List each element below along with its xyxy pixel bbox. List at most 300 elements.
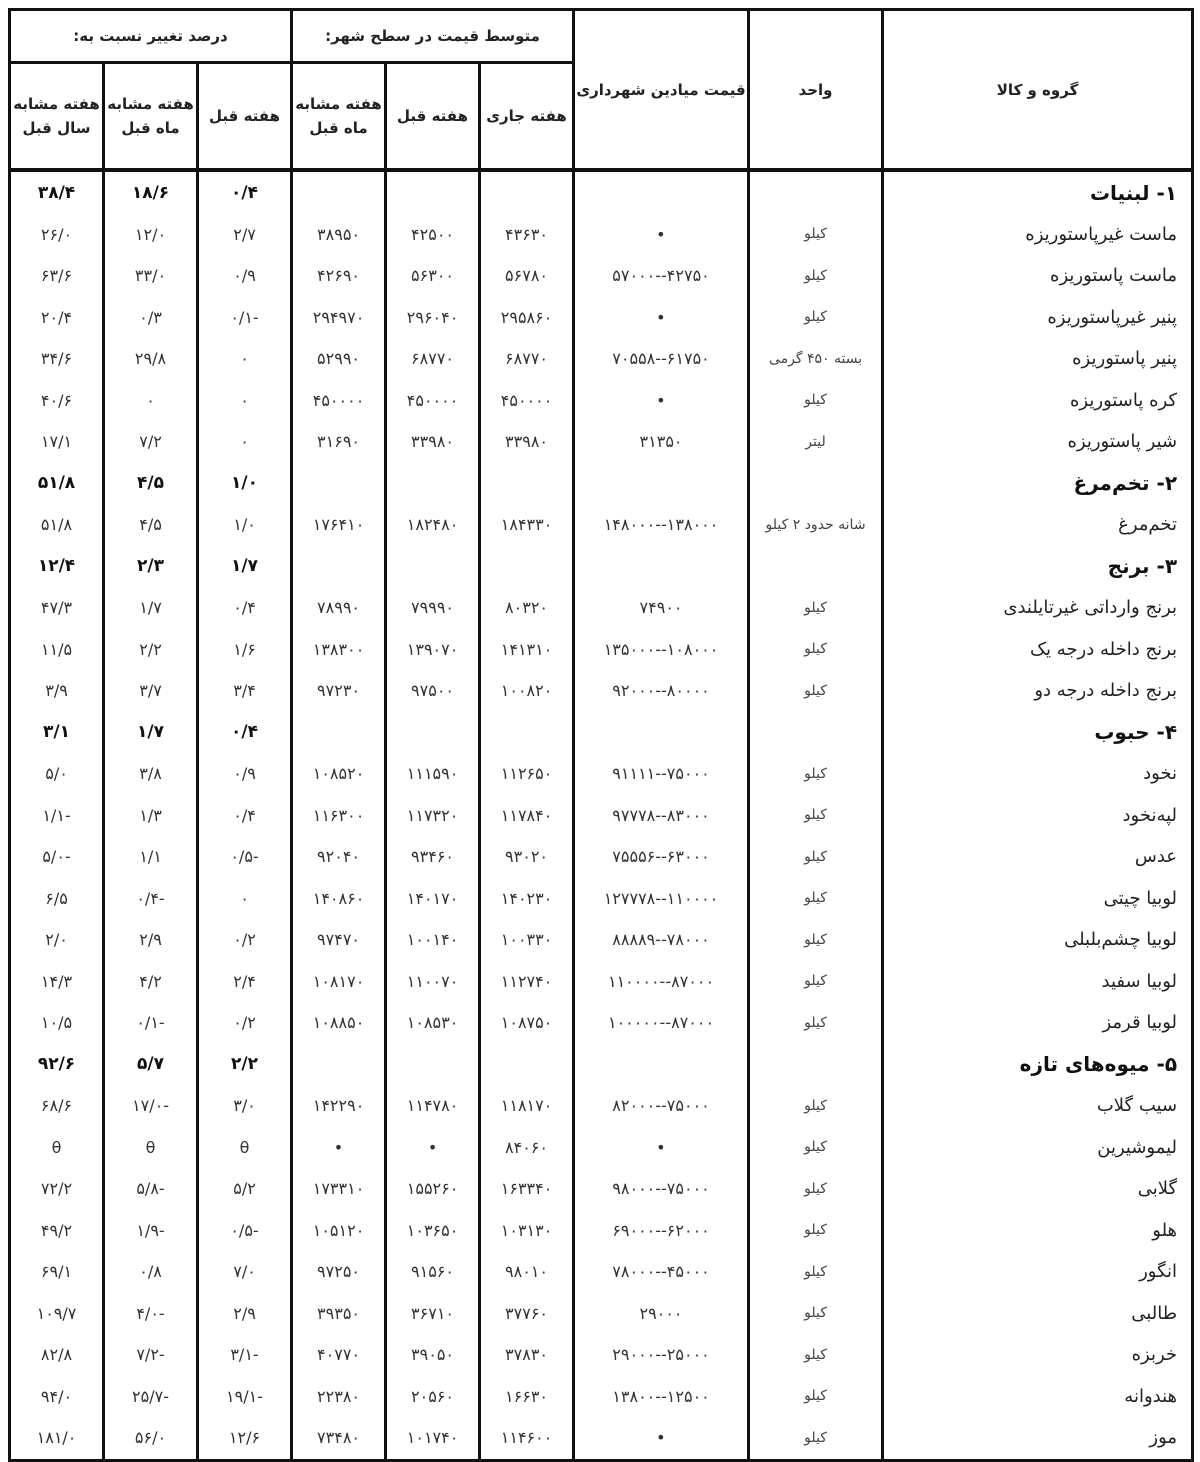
change-vs-month: ۰/۸: [104, 1251, 198, 1293]
current-week-price: [480, 1044, 574, 1086]
market-price-cell: •: [574, 214, 749, 256]
change-vs-month: θ: [104, 1127, 198, 1169]
previous-week-price: ۴۵۰۰۰۰: [386, 380, 480, 422]
last-month-price: ۹۷۴۷۰: [292, 919, 386, 961]
unit-cell: کیلو: [749, 1251, 883, 1293]
change-vs-week: θ: [198, 1127, 292, 1169]
unit-cell: کیلو: [749, 1293, 883, 1335]
header-market-price: قیمت میادین شهرداری: [574, 10, 749, 171]
unit-cell: کیلو: [749, 1127, 883, 1169]
change-vs-month: -۱۷/۰: [104, 1085, 198, 1127]
market-price-cell: ۱۳۸۰۰۰--۱۴۸۰۰۰: [574, 504, 749, 546]
change-vs-year: ۳۸/۴: [10, 170, 104, 214]
current-week-price: [480, 712, 574, 754]
change-vs-year: ۷۲/۲: [10, 1168, 104, 1210]
change-vs-year: ۶۸/۶: [10, 1085, 104, 1127]
current-week-price: [480, 546, 574, 588]
table-row: [10, 297, 1193, 339]
market-price-cell: [574, 712, 749, 754]
last-month-price: ۱۰۸۱۷۰: [292, 961, 386, 1003]
change-vs-month: ۷/۲: [104, 421, 198, 463]
table-row: [10, 1293, 1193, 1335]
change-vs-week: ۱/۰: [198, 504, 292, 546]
change-vs-year: ۳۴/۶: [10, 338, 104, 380]
item-name: پنیر پاستوریزه: [883, 338, 1193, 380]
change-vs-week: ۳/۴: [198, 670, 292, 712]
unit-cell: کیلو: [749, 1002, 883, 1044]
change-vs-month: ۱/۳: [104, 795, 198, 837]
current-week-price: ۱۰۸۷۵۰: [480, 1002, 574, 1044]
previous-week-price: •: [386, 1127, 480, 1169]
previous-week-price: ۲۰۵۶۰: [386, 1376, 480, 1418]
market-price-cell: ۱۰۸۰۰۰--۱۳۵۰۰۰: [574, 629, 749, 671]
change-vs-week: ۰: [198, 878, 292, 920]
previous-week-price: [386, 712, 480, 754]
last-month-price: ۱۴۲۲۹۰: [292, 1085, 386, 1127]
unit-cell: لیتر: [749, 421, 883, 463]
table-row: [10, 1251, 1193, 1293]
table-row: [10, 421, 1193, 463]
market-price-cell: ۲۹۰۰۰: [574, 1293, 749, 1335]
current-week-price: ۱۶۶۳۰: [480, 1376, 574, 1418]
unit-cell: کیلو: [749, 919, 883, 961]
unit-cell: کیلو: [749, 587, 883, 629]
header-previous-week: هفته قبل: [386, 63, 480, 171]
change-vs-week: ۳/۰: [198, 1085, 292, 1127]
current-week-price: ۳۷۸۳۰: [480, 1334, 574, 1376]
last-month-price: ۳۹۳۵۰: [292, 1293, 386, 1335]
last-month-price: •: [292, 1127, 386, 1169]
change-vs-year: -۱/۱: [10, 795, 104, 837]
last-month-price: ۱۳۸۳۰۰: [292, 629, 386, 671]
previous-week-price: ۱۱۴۷۸۰: [386, 1085, 480, 1127]
header-unit: واحد: [749, 10, 883, 171]
market-price-cell: ۷۴۹۰۰: [574, 587, 749, 629]
change-vs-week: ۰: [198, 421, 292, 463]
change-vs-week: ۲/۴: [198, 961, 292, 1003]
change-vs-week: ۱/۶: [198, 629, 292, 671]
header-group-item: گروه و کالا: [883, 10, 1193, 171]
unit-cell: کیلو: [749, 670, 883, 712]
change-vs-week: ۱/۰: [198, 463, 292, 505]
market-price-cell: ۶۱۷۵۰--۷۰۵۵۸: [574, 338, 749, 380]
change-vs-month: ۱/۷: [104, 712, 198, 754]
unit-cell: کیلو: [749, 1085, 883, 1127]
change-vs-week: ۱۲/۶: [198, 1417, 292, 1460]
change-vs-year: ۵/۰: [10, 753, 104, 795]
change-vs-week: ۲/۲: [198, 1044, 292, 1086]
item-name: ماست غیرپاستوریزه: [883, 214, 1193, 256]
market-price-cell: ۱۱۰۰۰۰--۱۲۷۷۷۸: [574, 878, 749, 920]
table-row: [10, 795, 1193, 837]
unit-cell: کیلو: [749, 1376, 883, 1418]
current-week-price: ۴۵۰۰۰۰: [480, 380, 574, 422]
change-vs-year: ۹۲/۶: [10, 1044, 104, 1086]
change-vs-week: ۰/۲: [198, 1002, 292, 1044]
unit-cell: [749, 712, 883, 754]
unit-cell: کیلو: [749, 795, 883, 837]
change-vs-month: ۲/۲: [104, 629, 198, 671]
last-month-price: ۹۷۲۵۰: [292, 1251, 386, 1293]
current-week-price: ۶۸۷۷۰: [480, 338, 574, 380]
last-month-price: ۱۷۳۳۱۰: [292, 1168, 386, 1210]
item-name: برنج داخله درجه دو: [883, 670, 1193, 712]
previous-week-price: [386, 546, 480, 588]
unit-cell: کیلو: [749, 1417, 883, 1460]
change-vs-month: -۷/۲: [104, 1334, 198, 1376]
unit-cell: [749, 170, 883, 214]
change-vs-year: ۸۲/۸: [10, 1334, 104, 1376]
header-current-week: هفته جاری: [480, 63, 574, 171]
current-week-price: ۱۴۱۳۱۰: [480, 629, 574, 671]
market-price-cell: ۲۵۰۰۰--۲۹۰۰۰: [574, 1334, 749, 1376]
group-row: [10, 463, 1193, 505]
item-name: هندوانه: [883, 1376, 1193, 1418]
unit-cell: کیلو: [749, 629, 883, 671]
unit-cell: کیلو: [749, 297, 883, 339]
table-row: [10, 504, 1193, 546]
header-same-week-last-month: هفته مشابه ماه قبل: [292, 63, 386, 171]
unit-cell: کیلو: [749, 836, 883, 878]
change-vs-year: ۵۱/۸: [10, 504, 104, 546]
previous-week-price: [386, 170, 480, 214]
table-row: [10, 1334, 1193, 1376]
item-name: لوبیا چیتی: [883, 878, 1193, 920]
table-row: [10, 629, 1193, 671]
last-month-price: ۴۵۰۰۰۰: [292, 380, 386, 422]
previous-week-price: ۱۴۰۱۷۰: [386, 878, 480, 920]
change-vs-week: ۱/۷: [198, 546, 292, 588]
change-vs-week: ۰/۴: [198, 170, 292, 214]
last-month-price: ۱۴۰۸۶۰: [292, 878, 386, 920]
item-name: تخم‌مرغ: [883, 504, 1193, 546]
change-vs-year: ۲۰/۴: [10, 297, 104, 339]
table-row: [10, 1417, 1193, 1460]
item-name: عدس: [883, 836, 1193, 878]
market-price-cell: ۴۲۷۵۰--۵۷۰۰۰: [574, 255, 749, 297]
current-week-price: [480, 463, 574, 505]
market-price-cell: ۷۵۰۰۰--۸۲۰۰۰: [574, 1085, 749, 1127]
previous-week-price: ۱۵۵۲۶۰: [386, 1168, 480, 1210]
change-vs-month: ۵/۷: [104, 1044, 198, 1086]
previous-week-price: ۱۱۱۵۹۰: [386, 753, 480, 795]
unit-cell: کیلو: [749, 753, 883, 795]
item-name: لیموشیرین: [883, 1127, 1193, 1169]
change-vs-week: ۰/۲: [198, 919, 292, 961]
unit-cell: [749, 546, 883, 588]
current-week-price: ۸۰۳۲۰: [480, 587, 574, 629]
group-row: [10, 170, 1193, 214]
market-price-cell: [574, 170, 749, 214]
change-vs-year: ۶۹/۱: [10, 1251, 104, 1293]
item-name: ۱- لبنیات: [883, 170, 1193, 214]
unit-cell: شانه حدود ۲ کیلو: [749, 504, 883, 546]
market-price-cell: ۸۷۰۰۰--۱۰۰۰۰۰: [574, 1002, 749, 1044]
change-vs-month: -۰/۴: [104, 878, 198, 920]
unit-cell: کیلو: [749, 1334, 883, 1376]
change-vs-year: ۲۶/۰: [10, 214, 104, 256]
market-price-cell: [574, 1044, 749, 1086]
table-row: [10, 1168, 1193, 1210]
last-month-price: ۳۸۹۵۰: [292, 214, 386, 256]
previous-week-price: ۳۹۰۵۰: [386, 1334, 480, 1376]
header-change-group: درصد تغییر نسبت به:: [10, 10, 292, 63]
item-name: برنج وارداتی غیرتایلندی: [883, 587, 1193, 629]
last-month-price: ۴۰۷۷۰: [292, 1334, 386, 1376]
change-vs-week: ۲/۷: [198, 214, 292, 256]
change-vs-month: ۰: [104, 380, 198, 422]
header-change-last-month: هفته مشابه ماه قبل: [104, 63, 198, 171]
market-price-cell: •: [574, 297, 749, 339]
change-vs-year: θ: [10, 1127, 104, 1169]
change-vs-year: ۳/۹: [10, 670, 104, 712]
change-vs-year: ۱۴/۳: [10, 961, 104, 1003]
previous-week-price: ۲۹۶۰۴۰: [386, 297, 480, 339]
market-price-cell: •: [574, 1127, 749, 1169]
last-month-price: ۳۱۶۹۰: [292, 421, 386, 463]
market-price-cell: ۶۳۰۰۰--۷۵۵۵۶: [574, 836, 749, 878]
item-name: ۵- میوه‌های تازه: [883, 1044, 1193, 1086]
last-month-price: [292, 170, 386, 214]
current-week-price: ۱۱۸۱۷۰: [480, 1085, 574, 1127]
table-row: [10, 961, 1193, 1003]
table-row: [10, 919, 1193, 961]
table-row: [10, 338, 1193, 380]
market-price-cell: [574, 463, 749, 505]
group-row: [10, 546, 1193, 588]
change-vs-week: -۱۹/۱: [198, 1376, 292, 1418]
last-month-price: ۲۹۴۹۷۰: [292, 297, 386, 339]
item-name: لپه‌نخود: [883, 795, 1193, 837]
table-row: [10, 214, 1193, 256]
current-week-price: ۹۸۰۱۰: [480, 1251, 574, 1293]
last-month-price: ۵۲۹۹۰: [292, 338, 386, 380]
change-vs-year: ۱۸۱/۰: [10, 1417, 104, 1460]
market-price-cell: ۸۰۰۰۰--۹۲۰۰۰: [574, 670, 749, 712]
change-vs-week: ۰/۹: [198, 255, 292, 297]
last-month-price: ۱۰۸۵۲۰: [292, 753, 386, 795]
item-name: کره پاستوریزه: [883, 380, 1193, 422]
table-row: [10, 836, 1193, 878]
current-week-price: ۱۱۴۶۰۰: [480, 1417, 574, 1460]
previous-week-price: ۱۱۰۰۷۰: [386, 961, 480, 1003]
item-name: نخود: [883, 753, 1193, 795]
market-price-cell: ۶۲۰۰۰--۶۹۰۰۰: [574, 1210, 749, 1252]
last-month-price: [292, 463, 386, 505]
change-vs-month: ۲/۳: [104, 546, 198, 588]
change-vs-month: ۱۲/۰: [104, 214, 198, 256]
unit-cell: کیلو: [749, 380, 883, 422]
unit-cell: [749, 1044, 883, 1086]
change-vs-year: ۴۹/۲: [10, 1210, 104, 1252]
market-price-cell: [574, 546, 749, 588]
item-name: طالبی: [883, 1293, 1193, 1335]
current-week-price: ۱۴۰۲۳۰: [480, 878, 574, 920]
change-vs-month: ۲/۹: [104, 919, 198, 961]
last-month-price: ۱۱۶۳۰۰: [292, 795, 386, 837]
header-change-last-year: هفته مشابه سال قبل: [10, 63, 104, 171]
current-week-price: ۹۳۰۲۰: [480, 836, 574, 878]
previous-week-price: ۱۸۲۴۸۰: [386, 504, 480, 546]
change-vs-year: ۴۰/۶: [10, 380, 104, 422]
previous-week-price: ۳۶۷۱۰: [386, 1293, 480, 1335]
current-week-price: ۱۰۰۳۳۰: [480, 919, 574, 961]
header-avg-price-group: متوسط قیمت در سطح شهر:: [292, 10, 574, 63]
change-vs-week: ۰/۹: [198, 753, 292, 795]
table-row: [10, 255, 1193, 297]
table-row: [10, 1085, 1193, 1127]
change-vs-year: ۴۷/۳: [10, 587, 104, 629]
header-change-previous-week: هفته قبل: [198, 63, 292, 171]
current-week-price: ۲۹۵۸۶۰: [480, 297, 574, 339]
table-row: [10, 1376, 1193, 1418]
last-month-price: ۹۲۰۴۰: [292, 836, 386, 878]
market-price-cell: ۷۵۰۰۰--۹۱۱۱۱: [574, 753, 749, 795]
group-row: [10, 712, 1193, 754]
price-table-container: [8, 8, 1193, 1462]
change-vs-year: ۱۰۹/۷: [10, 1293, 104, 1335]
previous-week-price: ۱۰۸۵۳۰: [386, 1002, 480, 1044]
previous-week-price: ۹۱۵۶۰: [386, 1251, 480, 1293]
current-week-price: ۱۰۳۱۳۰: [480, 1210, 574, 1252]
item-name: هلو: [883, 1210, 1193, 1252]
current-week-price: ۴۳۶۳۰: [480, 214, 574, 256]
item-name: گلابی: [883, 1168, 1193, 1210]
unit-cell: کیلو: [749, 1210, 883, 1252]
change-vs-year: ۶۳/۶: [10, 255, 104, 297]
table-row: [10, 878, 1193, 920]
last-month-price: ۱۰۸۸۵۰: [292, 1002, 386, 1044]
item-name: پنیر غیرپاستوریزه: [883, 297, 1193, 339]
item-name: موز: [883, 1417, 1193, 1460]
previous-week-price: ۱۰۰۱۴۰: [386, 919, 480, 961]
change-vs-year: ۹۴/۰: [10, 1376, 104, 1418]
change-vs-year: -۵/۰: [10, 836, 104, 878]
item-name: ۲- تخم‌مرغ: [883, 463, 1193, 505]
change-vs-month: -۰/۱: [104, 1002, 198, 1044]
change-vs-year: ۱۲/۴: [10, 546, 104, 588]
change-vs-week: ۰/۴: [198, 795, 292, 837]
unit-cell: کیلو: [749, 214, 883, 256]
previous-week-price: ۵۶۳۰۰: [386, 255, 480, 297]
change-vs-month: ۳/۷: [104, 670, 198, 712]
table-row: [10, 1127, 1193, 1169]
change-vs-month: ۱/۷: [104, 587, 198, 629]
item-name: ۴- حبوب: [883, 712, 1193, 754]
previous-week-price: ۶۸۷۷۰: [386, 338, 480, 380]
table-header: [10, 10, 1193, 171]
previous-week-price: [386, 463, 480, 505]
change-vs-week: ۰/۴: [198, 712, 292, 754]
table-row: [10, 753, 1193, 795]
market-price-cell: ۳۱۳۵۰: [574, 421, 749, 463]
group-row: [10, 1044, 1193, 1086]
current-week-price: ۵۶۷۸۰: [480, 255, 574, 297]
item-name: شیر پاستوریزه: [883, 421, 1193, 463]
change-vs-month: -۲۵/۷: [104, 1376, 198, 1418]
item-name: سیب گلاب: [883, 1085, 1193, 1127]
change-vs-month: -۵/۸: [104, 1168, 198, 1210]
change-vs-year: ۱۱/۵: [10, 629, 104, 671]
market-price-cell: ۱۲۵۰۰--۱۳۸۰۰: [574, 1376, 749, 1418]
current-week-price: ۱۶۳۳۴۰: [480, 1168, 574, 1210]
change-vs-month: -۴/۰: [104, 1293, 198, 1335]
change-vs-month: ۴/۵: [104, 504, 198, 546]
change-vs-week: -۰/۵: [198, 1210, 292, 1252]
table-row: [10, 380, 1193, 422]
change-vs-week: ۰/۴: [198, 587, 292, 629]
last-month-price: ۴۲۶۹۰: [292, 255, 386, 297]
current-week-price: ۸۴۰۶۰: [480, 1127, 574, 1169]
change-vs-month: ۵۶/۰: [104, 1417, 198, 1460]
change-vs-month: ۴/۵: [104, 463, 198, 505]
previous-week-price: ۳۳۹۸۰: [386, 421, 480, 463]
last-month-price: ۱۷۶۴۱۰: [292, 504, 386, 546]
last-month-price: ۷۸۹۹۰: [292, 587, 386, 629]
previous-week-price: ۱۱۷۳۲۰: [386, 795, 480, 837]
current-week-price: ۱۱۷۸۴۰: [480, 795, 574, 837]
market-price-cell: ۸۷۰۰۰--۱۱۰۰۰۰: [574, 961, 749, 1003]
change-vs-month: ۲۹/۸: [104, 338, 198, 380]
item-name: لوبیا قرمز: [883, 1002, 1193, 1044]
table-row: [10, 1210, 1193, 1252]
change-vs-week: -۰/۱: [198, 297, 292, 339]
last-month-price: ۹۷۲۳۰: [292, 670, 386, 712]
unit-cell: [749, 463, 883, 505]
previous-week-price: ۹۳۴۶۰: [386, 836, 480, 878]
unit-cell: کیلو: [749, 878, 883, 920]
last-month-price: ۱۰۵۱۲۰: [292, 1210, 386, 1252]
market-price-cell: ۷۵۰۰۰--۹۸۰۰۰: [574, 1168, 749, 1210]
previous-week-price: ۷۹۹۹۰: [386, 587, 480, 629]
item-name: ماست پاستوریزه: [883, 255, 1193, 297]
previous-week-price: ۱۰۱۷۴۰: [386, 1417, 480, 1460]
table-row: [10, 587, 1193, 629]
change-vs-month: ۳۳/۰: [104, 255, 198, 297]
change-vs-year: ۳/۱: [10, 712, 104, 754]
change-vs-month: ۰/۳: [104, 297, 198, 339]
change-vs-month: ۱۸/۶: [104, 170, 198, 214]
last-month-price: ۷۳۴۸۰: [292, 1417, 386, 1460]
current-week-price: ۱۱۲۷۴۰: [480, 961, 574, 1003]
change-vs-year: ۱۰/۵: [10, 1002, 104, 1044]
change-vs-week: ۰: [198, 380, 292, 422]
unit-cell: بسته ۴۵۰ گرمی: [749, 338, 883, 380]
change-vs-week: -۳/۱: [198, 1334, 292, 1376]
table-row: [10, 1002, 1193, 1044]
previous-week-price: ۱۳۹۰۷۰: [386, 629, 480, 671]
change-vs-year: ۱۷/۱: [10, 421, 104, 463]
item-name: لوبیا چشم‌بلبلی: [883, 919, 1193, 961]
unit-cell: کیلو: [749, 961, 883, 1003]
last-month-price: ۲۲۳۸۰: [292, 1376, 386, 1418]
change-vs-year: ۶/۵: [10, 878, 104, 920]
change-vs-month: ۴/۲: [104, 961, 198, 1003]
change-vs-year: ۲/۰: [10, 919, 104, 961]
previous-week-price: ۴۲۵۰۰: [386, 214, 480, 256]
current-week-price: ۱۱۲۶۵۰: [480, 753, 574, 795]
unit-cell: کیلو: [749, 1168, 883, 1210]
change-vs-week: ۵/۲: [198, 1168, 292, 1210]
market-price-cell: •: [574, 1417, 749, 1460]
change-vs-week: -۰/۵: [198, 836, 292, 878]
previous-week-price: ۱۰۳۶۵۰: [386, 1210, 480, 1252]
table-body: [10, 170, 1193, 1460]
previous-week-price: [386, 1044, 480, 1086]
current-week-price: ۳۷۷۶۰: [480, 1293, 574, 1335]
change-vs-week: ۲/۹: [198, 1293, 292, 1335]
unit-cell: کیلو: [749, 255, 883, 297]
